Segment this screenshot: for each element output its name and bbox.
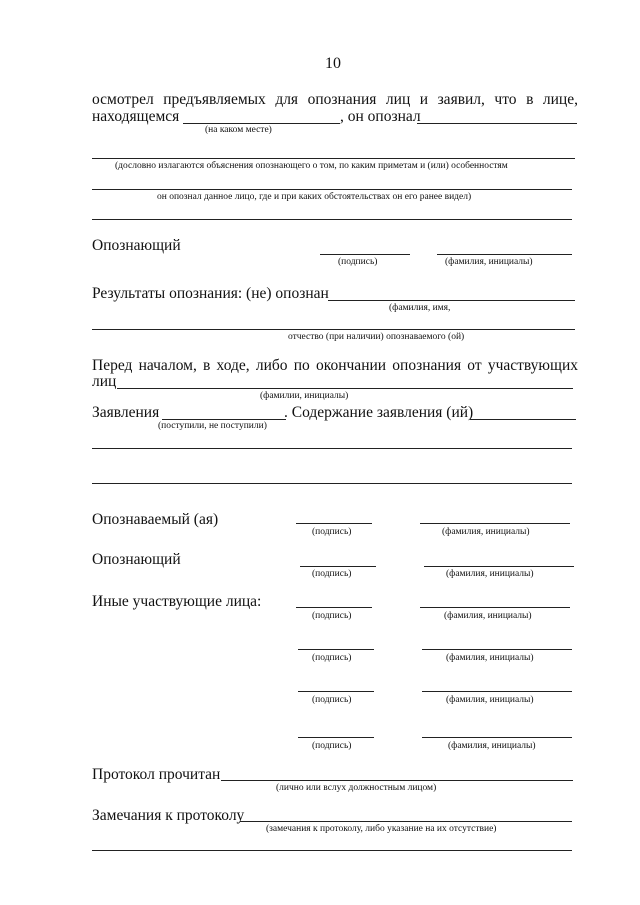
remarks-line-2[interactable] <box>92 850 572 851</box>
identifier2-signature-line[interactable] <box>300 566 376 567</box>
other4-name-caption: (фамилия, инициалы) <box>448 741 536 751</box>
explanation-line-1[interactable] <box>92 158 575 159</box>
statements-line-1: Перед началом, в ходе, либо по окончании опознания от участвующих <box>92 357 578 374</box>
remarks-line[interactable] <box>240 821 572 822</box>
statements-received-line[interactable] <box>162 419 286 420</box>
protocol-read-label: Протокол прочитан <box>92 766 221 783</box>
identifier-label: Опознающий <box>92 237 181 254</box>
other3-signature-line[interactable] <box>298 691 374 692</box>
identified-signature-line[interactable] <box>296 523 372 524</box>
identifier2-signature-caption: (подпись) <box>312 569 352 579</box>
identifier-name-caption: (фамилия, инициалы) <box>445 257 533 267</box>
place-caption: (на каком месте) <box>205 125 272 135</box>
statements-line-3[interactable] <box>92 448 572 449</box>
intro-identified-label: , он опознал <box>340 108 421 125</box>
statements-received-caption: (поступили, не поступили) <box>158 421 267 431</box>
explanation-line-2[interactable] <box>92 189 572 190</box>
other3-name-caption: (фамилия, инициалы) <box>446 695 534 705</box>
other1-name-caption: (фамилия, инициалы) <box>444 611 532 621</box>
identified-signature-caption: (подпись) <box>312 527 352 537</box>
other4-signature-line[interactable] <box>298 737 374 738</box>
intro-located-label: находящемся <box>92 108 180 125</box>
explanation-line-3[interactable] <box>92 219 572 220</box>
statements-label: Заявления <box>92 404 160 421</box>
explanation-caption-2: он опознал данное лицо, где и при каких обстоятельствах он его ранее видел) <box>157 192 472 202</box>
results-label: Результаты опознания: (не) опознан <box>92 285 329 302</box>
identified-field-line[interactable] <box>417 123 577 124</box>
statements-persons-line[interactable] <box>117 388 573 389</box>
other3-name-line[interactable] <box>422 691 572 692</box>
remarks-caption: (замечания к протоколу, либо указание на их отсутствие) <box>266 824 497 834</box>
identifier2-name-line[interactable] <box>424 566 574 567</box>
results-name-line[interactable] <box>328 300 575 301</box>
identifier-signature-caption: (подпись) <box>338 257 378 267</box>
other1-signature-line[interactable] <box>296 607 372 608</box>
results-caption-2: отчество (при наличии) опознаваемого (ой) <box>288 332 465 342</box>
other-participants-label: Иные участвующие лица: <box>92 593 262 610</box>
statements-content-line[interactable] <box>470 419 576 420</box>
other2-name-caption: (фамилия, инициалы) <box>446 653 534 663</box>
identified-name-caption: (фамилия, инициалы) <box>442 527 530 537</box>
explanation-caption-1: (дословно излагаются объяснения опознающего о том, по каким приметам и (или) особенностям <box>115 161 508 171</box>
page-number: 10 <box>325 55 341 72</box>
remarks-label: Замечания к протоколу <box>92 807 245 824</box>
intro-line-1: осмотрел предъявляемых для опознания лиц и заявил, что в лице, <box>92 91 578 108</box>
identifier-name-line[interactable] <box>437 254 572 255</box>
identifier2-name-caption: (фамилия, инициалы) <box>446 569 534 579</box>
identifier2-label: Опознающий <box>92 551 181 568</box>
protocol-read-caption: (лично или вслух должностным лицом) <box>276 783 437 793</box>
other1-signature-caption: (подпись) <box>312 611 352 621</box>
other2-name-line[interactable] <box>422 649 572 650</box>
other4-name-line[interactable] <box>422 737 572 738</box>
protocol-read-line[interactable] <box>221 780 573 781</box>
statements-persons-label: лиц <box>92 373 117 390</box>
other2-signature-caption: (подпись) <box>312 653 352 663</box>
other4-signature-caption: (подпись) <box>312 741 352 751</box>
statements-names-caption: (фамилии, инициалы) <box>260 391 349 401</box>
identified-label: Опознаваемый (ая) <box>92 511 219 528</box>
place-field-line[interactable] <box>183 123 340 124</box>
results-caption-1: (фамилия, имя, <box>389 303 451 313</box>
identified-name-line[interactable] <box>420 523 570 524</box>
other2-signature-line[interactable] <box>298 649 374 650</box>
results-line-2[interactable] <box>92 329 575 330</box>
other1-name-line[interactable] <box>420 607 570 608</box>
statements-line-4[interactable] <box>92 483 572 484</box>
other3-signature-caption: (подпись) <box>312 695 352 705</box>
statements-content-label: . Содержание заявления (ий) <box>284 404 474 421</box>
identifier-signature-line[interactable] <box>320 254 410 255</box>
